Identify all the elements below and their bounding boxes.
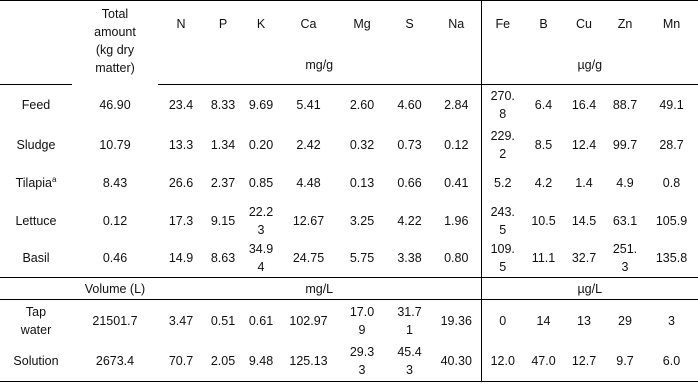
cell-value: 28.7 xyxy=(659,137,684,152)
col-header: Ca xyxy=(280,1,337,47)
cell-value: 0.66 xyxy=(397,175,422,190)
col-header: S xyxy=(387,1,432,47)
cell-value: 12.7 xyxy=(563,342,605,382)
cell-value: 19.36 xyxy=(432,300,481,342)
cell-value: 32.7 xyxy=(571,251,597,266)
cell-value: 26.6 xyxy=(168,175,194,190)
cell-value: 14.9 xyxy=(168,251,194,266)
unit-macro-subheader: mg/L xyxy=(158,278,481,300)
cell-value: 0.32 xyxy=(349,137,375,152)
cell-value: 1.34 xyxy=(210,137,236,152)
cell-value: 2.60 xyxy=(349,98,375,113)
table-row xyxy=(0,342,698,382)
row-total: 8.43 xyxy=(102,175,128,190)
cell-value: 3 xyxy=(645,300,698,342)
cell-value: 10.5 xyxy=(531,213,556,228)
cell-value: 12.0 xyxy=(481,342,524,382)
cell-value: 5.41 xyxy=(296,98,321,113)
cell-value: 17.3 xyxy=(168,213,194,228)
col-header: Mg xyxy=(337,1,387,47)
col-header: B xyxy=(524,1,563,47)
row-total: 0.46 xyxy=(102,251,128,266)
col-header: K xyxy=(242,1,280,47)
corner-cell xyxy=(0,1,72,47)
cell-value: 4.48 xyxy=(296,175,321,190)
unit-macro-header: mg/g xyxy=(158,47,481,85)
row-label-text: Solution xyxy=(13,354,59,369)
col-header: Mn xyxy=(645,1,698,47)
row-label xyxy=(0,126,72,164)
cell-value: 45.4 3 xyxy=(387,342,432,382)
header-row-elements xyxy=(0,1,698,47)
cell-value: 14.5 xyxy=(571,213,597,228)
cell-value: 3.25 xyxy=(349,213,375,228)
cell-value: 40.30 xyxy=(432,342,481,382)
cell-value: 34.9 4 xyxy=(248,242,274,275)
cell-value: 11.1 xyxy=(531,251,556,266)
table-row xyxy=(0,126,698,164)
cell-value: 99.7 xyxy=(612,137,638,152)
cell-value: 9.15 xyxy=(210,213,236,228)
row-total: 0.12 xyxy=(102,213,128,228)
cell-value: 4.60 xyxy=(397,98,422,113)
cell-value: 12.67 xyxy=(292,213,325,228)
cell-value: 8.33 xyxy=(210,98,236,113)
cell-value: 3.47 xyxy=(158,300,204,342)
cell-value: 0.80 xyxy=(444,251,469,266)
cell-value: 0.73 xyxy=(397,137,422,152)
cell-value: 0.8 xyxy=(662,175,681,190)
col-header: Zn xyxy=(605,1,645,47)
col-header: Cu xyxy=(563,1,605,47)
cell-value: 0.51 xyxy=(204,300,242,342)
cell-value: 6.0 xyxy=(645,342,698,382)
cell-value: 16.4 xyxy=(571,98,597,113)
row-total: 2673.4 xyxy=(72,342,158,382)
cell-value: 9.69 xyxy=(248,98,274,113)
row-label xyxy=(0,240,72,278)
cell-value: 0.61 xyxy=(242,300,280,342)
cell-value: 102.97 xyxy=(280,300,337,342)
row-label-text: Basil xyxy=(22,251,50,266)
total-amount-line2: amount xyxy=(94,25,136,39)
row-label-text: Tilapia xyxy=(15,175,52,190)
cell-value: 5.2 xyxy=(481,164,524,202)
cell-value: 13.3 xyxy=(168,137,194,152)
row-label-text: Sludge xyxy=(16,137,56,152)
cell-value: 3.38 xyxy=(397,251,422,266)
cell-value: 0 xyxy=(481,300,524,342)
row-total: 46.90 xyxy=(99,98,131,112)
total-amount-line3: (kg dry xyxy=(95,43,135,57)
cell-value: 8.63 xyxy=(210,251,236,266)
cell-value: 29 xyxy=(605,300,645,342)
cell-value: 135.8 xyxy=(655,251,688,266)
cell-value: 13 xyxy=(563,300,605,342)
cell-value: 88.7 xyxy=(612,98,638,113)
row-label xyxy=(0,202,72,240)
cell-value: 9.48 xyxy=(242,342,280,382)
row-label-text: Lettuce xyxy=(15,213,57,228)
row-total: 21501.7 xyxy=(72,300,158,342)
subheader-row xyxy=(0,278,698,300)
cell-value: 2.42 xyxy=(296,137,321,152)
cell-value: 4.2 xyxy=(534,175,553,190)
cell-value: 2.84 xyxy=(444,98,469,113)
cell-value: 0.20 xyxy=(248,137,274,152)
cell-value: 270. 8 xyxy=(481,85,524,126)
row-label xyxy=(0,85,72,126)
total-amount-line4: matter) xyxy=(95,61,135,75)
cell-value: 31.7 1 xyxy=(387,300,432,342)
table-row xyxy=(0,164,698,202)
cell-value: 0.41 xyxy=(444,175,469,190)
cell-value: 63.1 xyxy=(612,213,638,228)
col-header: P xyxy=(204,1,242,47)
cell-value: 70.7 xyxy=(158,342,204,382)
total-amount-header xyxy=(72,1,158,85)
col-header: Fe xyxy=(481,1,524,47)
cell-value: 243. 5 xyxy=(481,202,524,240)
row-label xyxy=(0,164,72,202)
cell-value: 125.13 xyxy=(280,342,337,382)
col-header: Na xyxy=(432,1,481,47)
cell-value: 23.4 xyxy=(168,98,194,113)
cell-value: 14 xyxy=(524,300,563,342)
cell-value: 109. 5 xyxy=(481,240,524,278)
cell-value: 4.22 xyxy=(397,213,422,228)
row-total: 10.79 xyxy=(99,137,131,152)
cell-value: 5.75 xyxy=(349,251,375,266)
total-amount-line1: Total xyxy=(101,7,129,21)
footnote-marker: a xyxy=(51,174,57,184)
cell-value: 0.12 xyxy=(444,137,469,152)
cell-value: 22.2 3 xyxy=(248,204,274,237)
volume-header: Volume (L) xyxy=(72,278,158,300)
cell-value: 17.0 9 xyxy=(337,300,387,342)
table-row xyxy=(0,300,698,342)
cell-value: 1.96 xyxy=(444,213,469,228)
row-label xyxy=(0,342,72,382)
unit-micro-subheader: µg/L xyxy=(481,278,698,300)
table-row xyxy=(0,202,698,240)
cell-value: 6.4 xyxy=(534,98,553,113)
row-label-text: Feed xyxy=(21,98,51,113)
col-header: N xyxy=(158,1,204,47)
cell-value: 8.5 xyxy=(534,137,553,152)
cell-value: 4.9 xyxy=(616,175,634,190)
subheader-corner xyxy=(0,278,72,300)
corner-cell-lower xyxy=(0,47,72,85)
cell-value: 0.85 xyxy=(248,175,274,190)
table-row xyxy=(0,240,698,278)
cell-value: 9.7 xyxy=(605,342,645,382)
cell-value: 1.4 xyxy=(575,175,593,190)
cell-value: 47.0 xyxy=(524,342,563,382)
cell-value: 2.37 xyxy=(210,175,236,190)
cell-value: 29.3 3 xyxy=(337,342,387,382)
cell-value: 2.05 xyxy=(204,342,242,382)
row-label xyxy=(0,300,72,342)
cell-value: 24.75 xyxy=(292,251,325,266)
cell-value: 12.4 xyxy=(571,137,597,152)
cell-value: 251. 3 xyxy=(612,242,638,275)
table-row xyxy=(0,85,698,126)
cell-value: 229. 2 xyxy=(481,126,524,164)
unit-micro-header: µg/g xyxy=(481,47,698,85)
cell-value: 105.9 xyxy=(655,213,688,228)
cell-value: 49.1 xyxy=(659,98,684,113)
cell-value: 0.13 xyxy=(349,175,375,190)
row-label-text: Tap water xyxy=(20,304,52,337)
